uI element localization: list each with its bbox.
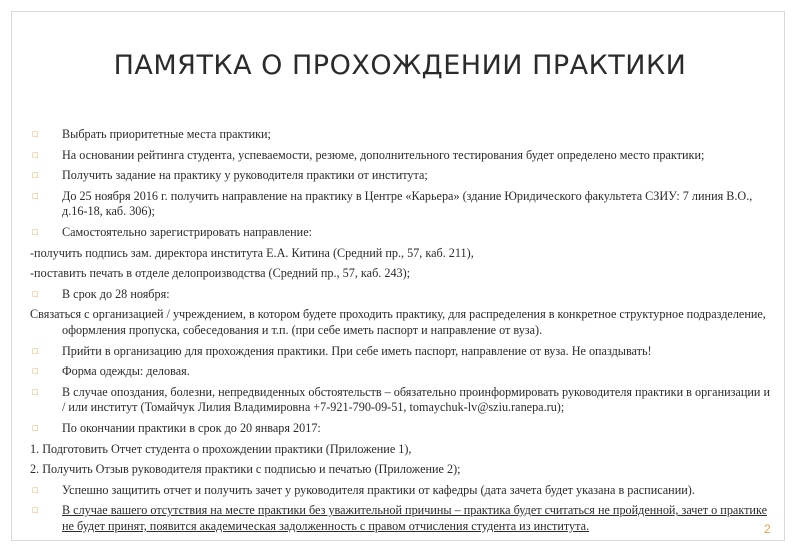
bullet-item xyxy=(30,483,775,499)
item-text: До 25 ноября 2016 г. получить направление на практику в Центре «Карьера» (здание Юридического факультета СЗИУ: 7 линия В.О., д.16-18, каб. 306); xyxy=(62,188,753,219)
bullet-icon: □ xyxy=(32,227,39,236)
item-text: -получить подпись зам. директора института Е.А. Китина (Средний пр., 57, каб. 211), xyxy=(30,245,474,260)
plain-line xyxy=(30,307,775,338)
plain-line xyxy=(30,442,775,458)
bullet-icon: □ xyxy=(32,130,39,138)
item-text: 1. Подготовить Отчет студента о прохождении практики (Приложение 1), xyxy=(30,441,412,456)
bullet-item xyxy=(30,364,775,380)
item-text: Прийти в организацию для прохождения практики. При себе иметь паспорт, направление от вуза. Не опаздывать! xyxy=(62,343,652,358)
page-number: 2 xyxy=(764,522,771,536)
item-text: На основании рейтинга студента, успеваемости, резюме, дополнительного тестирования будет определено место практики; xyxy=(62,147,705,162)
bullet-icon: □ xyxy=(32,171,39,180)
bullet-item xyxy=(30,287,775,303)
item-text: Самостоятельно зарегистрировать направление: xyxy=(62,224,313,239)
bullet-item xyxy=(30,385,775,416)
slide-body xyxy=(30,127,775,539)
item-text: В срок до 28 ноября: xyxy=(62,286,170,301)
bullet-item xyxy=(30,148,775,164)
bullet-icon: □ xyxy=(32,485,39,494)
item-text: Успешно защитить отчет и получить зачет у руководителя практики от кафедры (дата зачета будет указана в расписании). xyxy=(62,482,695,497)
item-text: Связаться с организацией / учреждением, в котором будете проходить практику, для распределения в конкретное структурное подразделение, оформления пропуска, собеседования и т.п. (при себе иметь паспорт и направление от вуза). xyxy=(30,307,766,337)
plain-line xyxy=(30,246,775,262)
bullet-icon: □ xyxy=(32,367,39,376)
bullet-item xyxy=(30,127,775,143)
bullet-icon: □ xyxy=(32,191,39,200)
bullet-icon: □ xyxy=(32,387,39,396)
bullet-icon: □ xyxy=(32,150,39,159)
item-text: Форма одежды: деловая. xyxy=(62,364,190,379)
bullet-item xyxy=(30,168,775,184)
bullet-icon: □ xyxy=(32,423,39,432)
item-text: Выбрать приоритетные места практики; xyxy=(62,127,271,141)
slide-title: ПАМЯТКА О ПРОХОЖДЕНИИ ПРАКТИКИ xyxy=(113,50,687,81)
item-text: По окончании практики в срок до 20 января 2017: xyxy=(62,420,321,435)
bullet-icon: □ xyxy=(32,289,39,298)
item-text: В случае вашего отсутствия на месте практики без уважительной причины – практика будет считаться не пройденной, зачет о практике не будет принят, появится академическая задолженность с правом отчисления студента из института. xyxy=(62,503,767,533)
item-text: Получить задание на практику у руководителя практики от института; xyxy=(62,168,428,183)
bullet-item xyxy=(30,225,775,241)
item-text: 2. Получить Отзыв руководителя практики с подписью и печатью (Приложение 2); xyxy=(30,462,461,477)
plain-line xyxy=(30,266,775,282)
bullet-item xyxy=(30,189,775,220)
item-text: В случае опоздания, болезни, непредвиденных обстоятельств – обязательно проинформировать руководителя практики в организации и / или институт (Томайчук Лилия Владимировна +7-921-790-09-51, tomaychuk-lv@sziu.ranepa.ru); xyxy=(62,384,770,415)
item-text: -поставить печать в отделе делопроизводства (Средний пр., 57, каб. 243); xyxy=(30,266,411,281)
bullet-icon: □ xyxy=(32,346,39,355)
bullet-item xyxy=(30,421,775,437)
bullet-item-warning xyxy=(30,503,775,534)
bullet-icon: □ xyxy=(32,506,39,515)
plain-line xyxy=(30,462,775,478)
bullet-item xyxy=(30,344,775,360)
